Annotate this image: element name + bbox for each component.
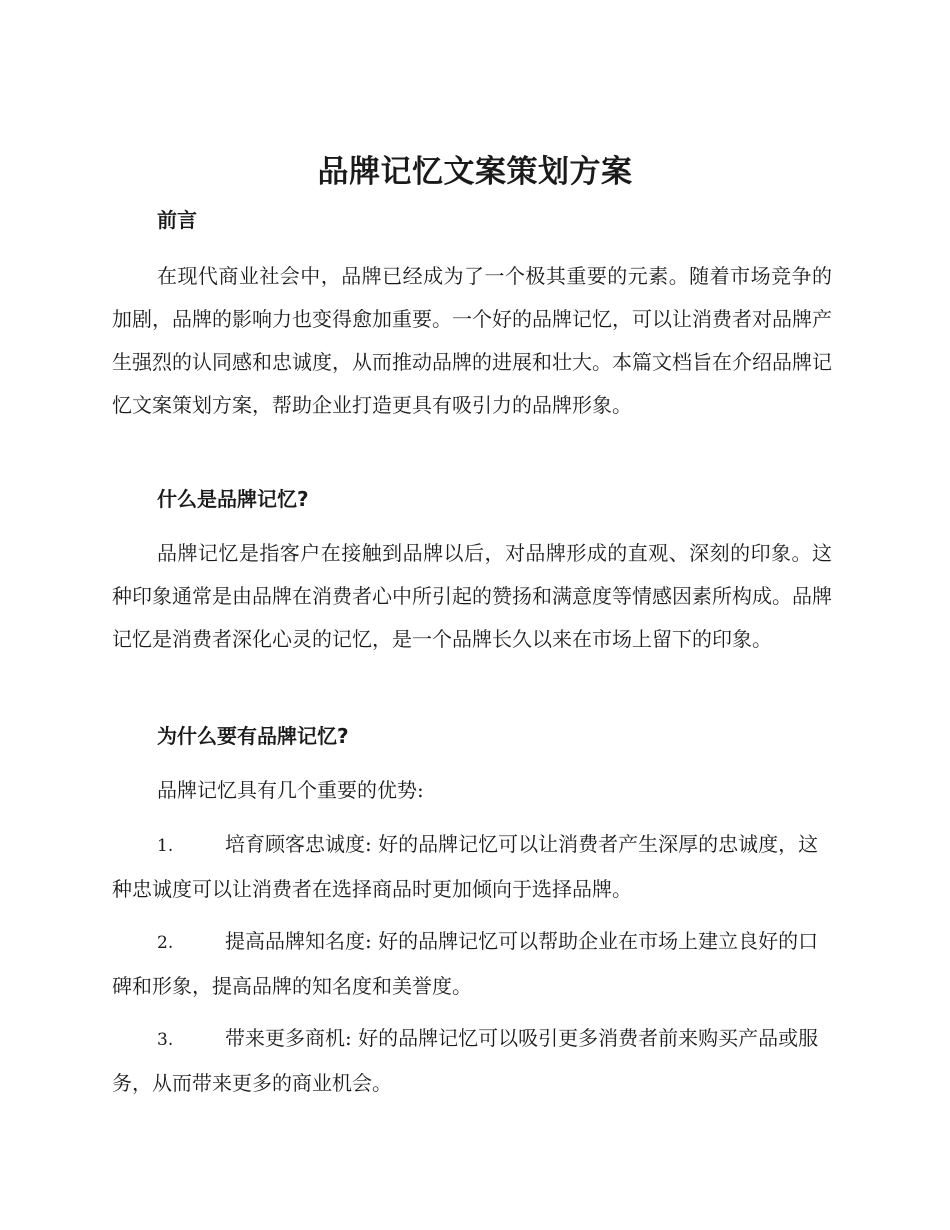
section-paragraph-preface: 在现代商业社会中，品牌已经成为了一个极其重要的元素。随着市场竞争的加剧，品牌的影响力也变得愈加重要。一个好的品牌记忆，可以让消费者对品牌产生强烈的认同感和忠诚度，从而推动品牌的进展和壮大。本篇文档旨在介绍品牌记忆文案策划方案，帮助企业打造更具有吸引力的品牌形象。 — [112, 264, 832, 417]
list-item-number: 2. — [157, 933, 174, 953]
section-heading-what-is: 什么是品牌记忆? — [157, 487, 309, 511]
section-heading-preface: 前言 — [157, 208, 197, 232]
section-paragraph-why: 品牌记忆具有几个重要的优势: — [157, 778, 424, 802]
section-heading-why: 为什么要有品牌记忆? — [157, 724, 349, 748]
list-item-number: 3. — [157, 1030, 174, 1050]
section-paragraph-what-is: 品牌记忆是指客户在接触到品牌以后，对品牌形成的直观、深刻的印象。这种印象通常是由品牌在消费者心中所引起的赞扬和满意度等情感因素所构成。品牌记忆是消费者深化心灵的记忆，是一个品牌长久以来在市场上留下的印象。 — [112, 541, 832, 651]
document-title: 品牌记忆文案策划方案 — [317, 154, 633, 190]
list-item-text: 培育顾客忠诚度: 好的品牌记忆可以让消费者产生深厚的忠诚度，这种忠诚度可以让消费者在选择商品时更加倾向于选择品牌。 — [112, 832, 819, 901]
list-item-text: 带来更多商机: 好的品牌记忆可以吸引更多消费者前来购买产品或服务，从而带来更多的商业机会。 — [112, 1026, 819, 1095]
list-item-text: 提高品牌知名度: 好的品牌记忆可以帮助企业在市场上建立良好的口碑和形象，提高品牌的知名度和美誉度。 — [112, 929, 819, 998]
list-item-number: 1. — [157, 836, 174, 856]
list-item — [112, 1017, 832, 1105]
list-item — [112, 823, 832, 911]
list-item — [112, 920, 832, 1008]
